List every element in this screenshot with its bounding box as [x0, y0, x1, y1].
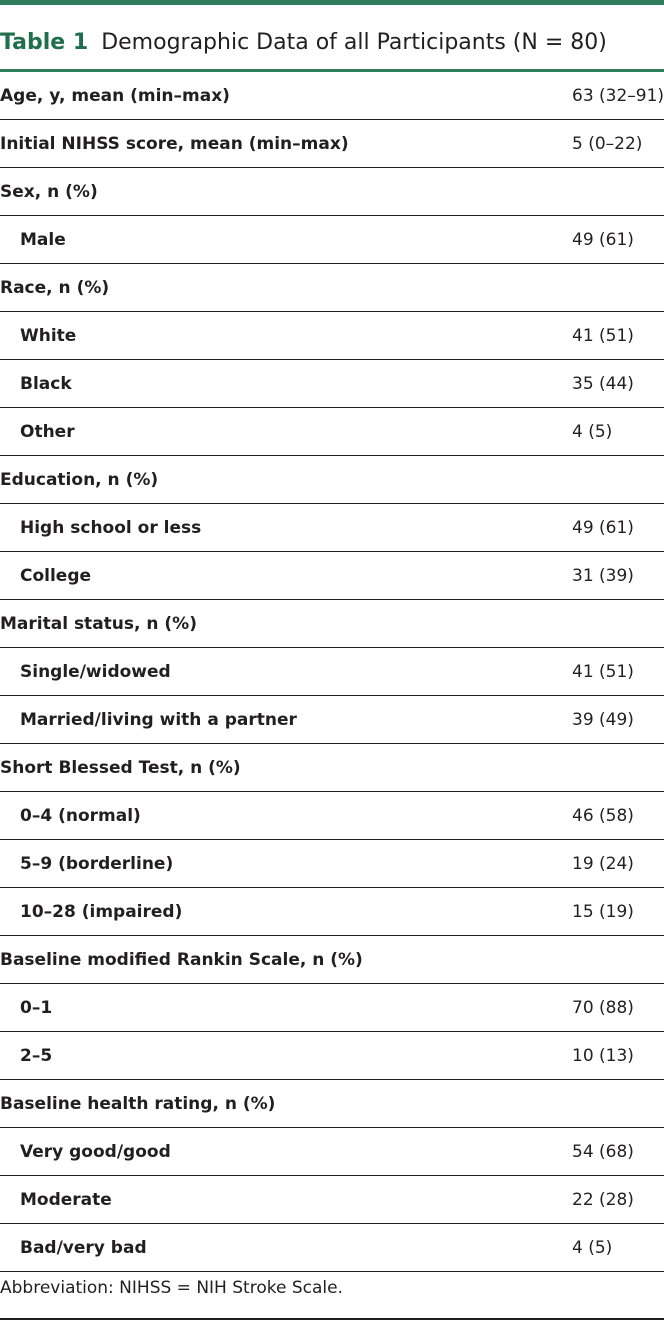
top-accent-rule: [0, 0, 664, 5]
row-sublabel: Black: [0, 360, 572, 408]
table-row: [0, 984, 664, 1032]
row-value: 15 (19): [572, 888, 664, 936]
table-row: [0, 504, 664, 552]
row-label: Sex, n (%): [0, 168, 572, 216]
row-value: [572, 744, 664, 792]
row-value: 4 (5): [572, 1224, 664, 1272]
row-sublabel: White: [0, 312, 572, 360]
table-row: [0, 264, 664, 312]
row-sublabel: 2–5: [0, 1032, 572, 1080]
table-row: [0, 168, 664, 216]
row-sublabel: Moderate: [0, 1176, 572, 1224]
row-label: Age, y, mean (min–max): [0, 72, 572, 120]
table-row: [0, 1080, 664, 1128]
table-caption: [0, 26, 664, 60]
row-value: [572, 936, 664, 984]
table-row: [0, 72, 664, 120]
table-label: Table 1: [0, 30, 89, 55]
row-sublabel: College: [0, 552, 572, 600]
table-row: [0, 552, 664, 600]
table-row: [0, 840, 664, 888]
row-value: 49 (61): [572, 216, 664, 264]
table-row: [0, 216, 664, 264]
row-label: Short Blessed Test, n (%): [0, 744, 572, 792]
row-sublabel: 0–4 (normal): [0, 792, 572, 840]
table-row: [0, 360, 664, 408]
table-row: [0, 696, 664, 744]
row-value: 39 (49): [572, 696, 664, 744]
row-value: 4 (5): [572, 408, 664, 456]
row-label: Education, n (%): [0, 456, 572, 504]
row-value: 46 (58): [572, 792, 664, 840]
table-row: [0, 1128, 664, 1176]
row-sublabel: Male: [0, 216, 572, 264]
row-value: 63 (32–91): [572, 72, 664, 120]
row-value: 70 (88): [572, 984, 664, 1032]
row-label: Baseline health rating, n (%): [0, 1080, 572, 1128]
row-value: 31 (39): [572, 552, 664, 600]
table-title: Demographic Data of all Participants (N = 80): [101, 30, 607, 55]
row-value: 22 (28): [572, 1176, 664, 1224]
table-row: [0, 936, 664, 984]
table-row: [0, 792, 664, 840]
table-body: [0, 72, 664, 1272]
table-footnote: Abbreviation: NIHSS = NIH Stroke Scale.: [0, 1278, 343, 1298]
row-sublabel: 10–28 (impaired): [0, 888, 572, 936]
demographics-table: [0, 72, 664, 1272]
table-row: [0, 888, 664, 936]
row-value: 19 (24): [572, 840, 664, 888]
row-sublabel: Single/widowed: [0, 648, 572, 696]
table-row: [0, 1032, 664, 1080]
row-value: [572, 600, 664, 648]
table-row: [0, 1224, 664, 1272]
row-label: Initial NIHSS score, mean (min–max): [0, 120, 572, 168]
row-value: 41 (51): [572, 312, 664, 360]
row-sublabel: Very good/good: [0, 1128, 572, 1176]
row-value: 5 (0–22): [572, 120, 664, 168]
row-value: [572, 456, 664, 504]
row-value: [572, 264, 664, 312]
row-value: 41 (51): [572, 648, 664, 696]
row-value: [572, 168, 664, 216]
table-row: [0, 408, 664, 456]
row-sublabel: High school or less: [0, 504, 572, 552]
row-sublabel: Married/living with a partner: [0, 696, 572, 744]
row-value: 54 (68): [572, 1128, 664, 1176]
row-value: [572, 1080, 664, 1128]
table-row: [0, 744, 664, 792]
table-row: [0, 1176, 664, 1224]
row-label: Race, n (%): [0, 264, 572, 312]
row-sublabel: 5–9 (borderline): [0, 840, 572, 888]
row-value: 10 (13): [572, 1032, 664, 1080]
row-label: Baseline modified Rankin Scale, n (%): [0, 936, 572, 984]
bottom-rule: [0, 1318, 664, 1320]
row-sublabel: Other: [0, 408, 572, 456]
row-value: 49 (61): [572, 504, 664, 552]
row-sublabel: Bad/very bad: [0, 1224, 572, 1272]
row-sublabel: 0–1: [0, 984, 572, 1032]
row-value: 35 (44): [572, 360, 664, 408]
table-row: [0, 312, 664, 360]
table-row: [0, 600, 664, 648]
table-row: [0, 648, 664, 696]
table-row: [0, 456, 664, 504]
row-label: Marital status, n (%): [0, 600, 572, 648]
table-row: [0, 120, 664, 168]
